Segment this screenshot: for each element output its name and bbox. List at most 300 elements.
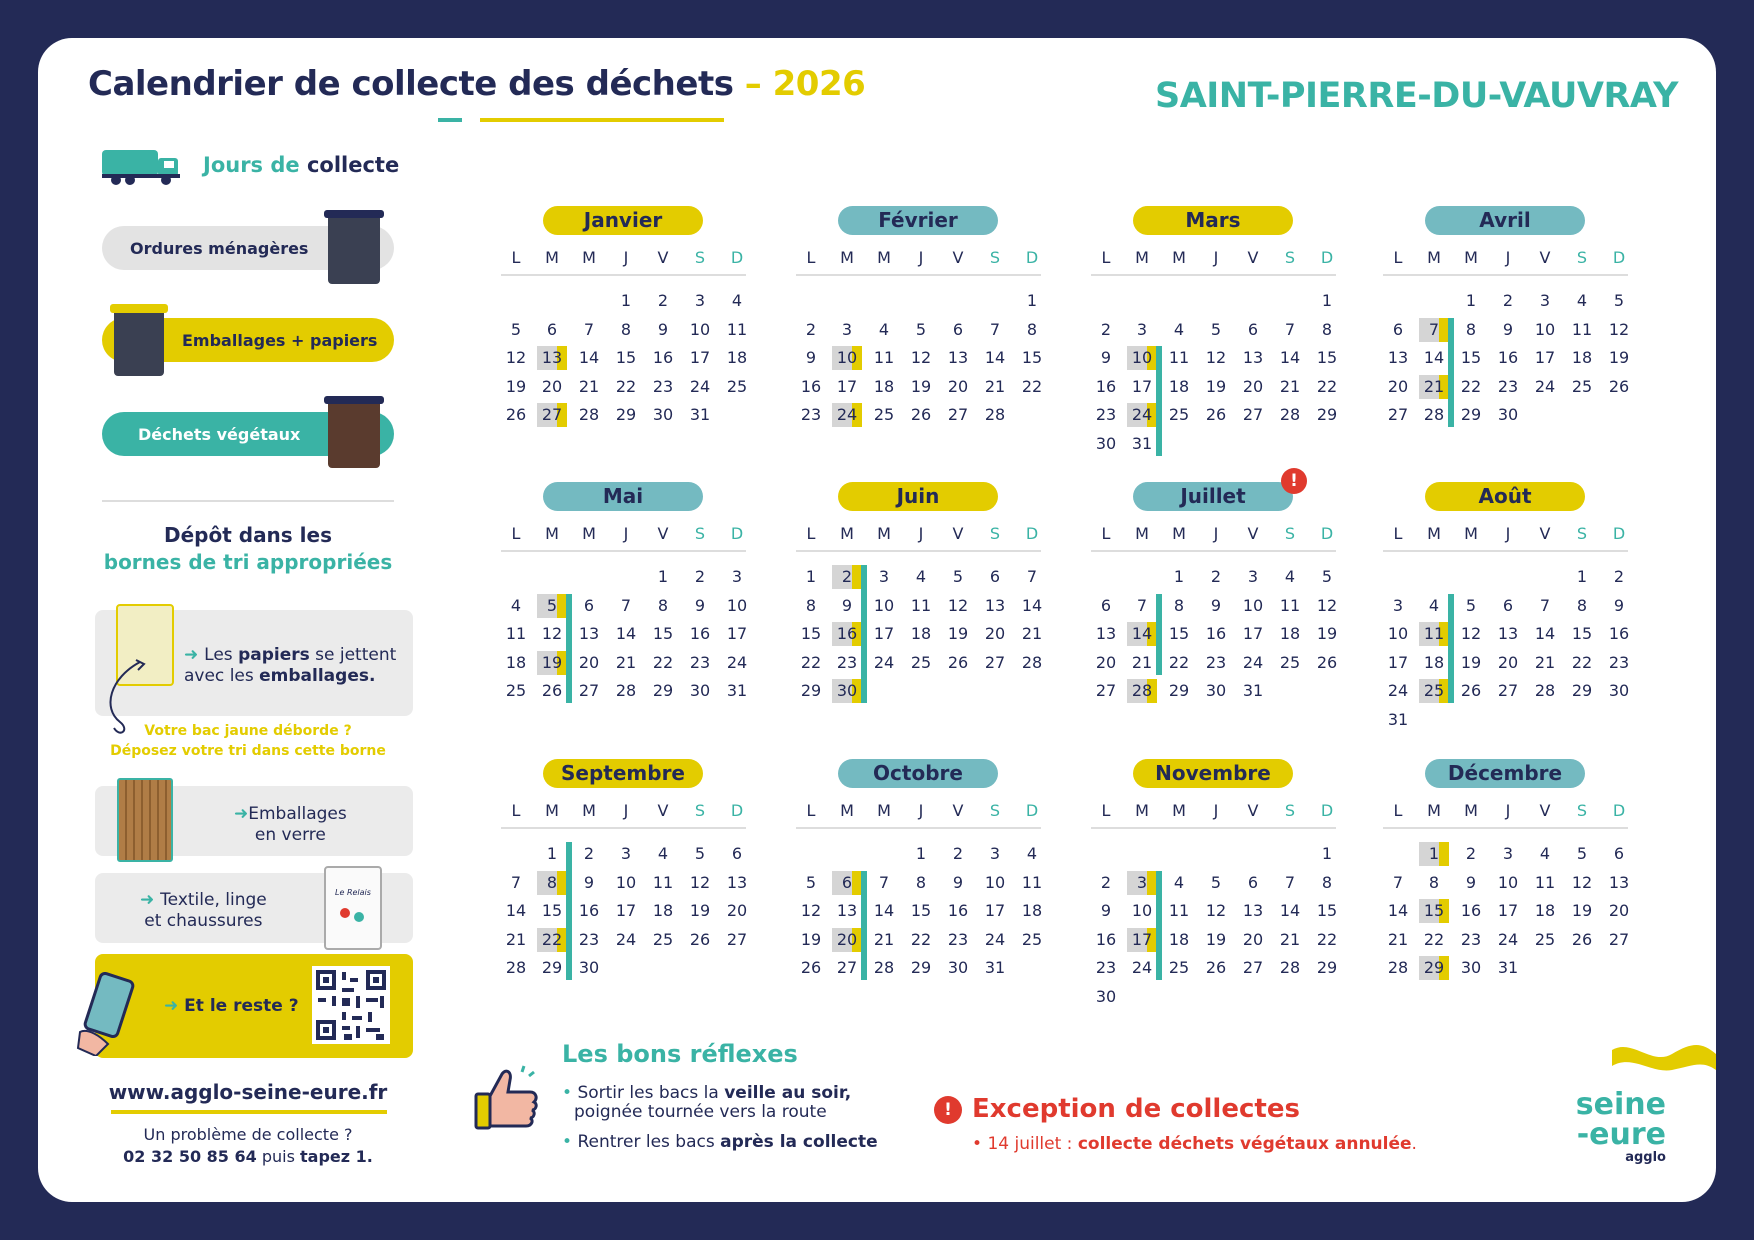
- weekday-header: D: [730, 248, 744, 267]
- day-cell: 6: [1247, 319, 1259, 339]
- weekday-header: D: [1025, 248, 1039, 267]
- day-cell: 27: [1608, 929, 1630, 949]
- month-octobre: [796, 759, 1043, 1029]
- day-cell: 13: [578, 624, 600, 643]
- header-rule: [1091, 550, 1336, 552]
- weekday-header: L: [1393, 801, 1403, 820]
- day-cell: 30: [947, 958, 969, 977]
- day-cell: 1: [657, 567, 669, 586]
- weekday-header: M: [545, 248, 559, 267]
- day-cell: 30: [1497, 405, 1519, 424]
- day-cell: 10: [873, 595, 895, 615]
- vegetaux-period-bar: [861, 871, 867, 981]
- day-cell: 7: [878, 872, 890, 892]
- day-cell: 8: [537, 871, 567, 895]
- day-cell: 2: [1210, 567, 1222, 586]
- day-cell: 5: [915, 319, 927, 339]
- day-cell: 8: [620, 319, 632, 339]
- day-cell: 12: [689, 872, 711, 892]
- day-cell: 17: [1127, 928, 1157, 952]
- day-cell: 26: [910, 405, 932, 424]
- weekday-header: M: [1464, 801, 1478, 820]
- day-cell: 19: [1205, 376, 1227, 396]
- day-cell: 21: [578, 376, 600, 396]
- day-cell: 4: [1173, 319, 1185, 339]
- day-cell: 28: [1021, 652, 1043, 672]
- day-cell: 29: [1571, 681, 1593, 700]
- day-cell: 28: [615, 681, 637, 700]
- bons-reflexes-title: Les bons réflexes: [562, 1040, 798, 1068]
- weekday-header: V: [952, 248, 964, 267]
- day-cell: 15: [1571, 624, 1593, 643]
- day-cell: 16: [578, 901, 600, 920]
- vegetaux-period-bar: [1156, 871, 1162, 981]
- day-cell: 25: [1279, 652, 1301, 672]
- month-title: Mai: [543, 482, 703, 511]
- qr-code[interactable]: [312, 966, 390, 1044]
- borne-verre-icon: [117, 778, 173, 862]
- day-cell: 27: [726, 929, 748, 949]
- day-cell: 31: [1242, 681, 1264, 700]
- day-cell: 3: [1127, 871, 1157, 895]
- day-cell: 12: [947, 595, 969, 615]
- day-cell: 20: [1242, 929, 1264, 949]
- day-cell: 31: [984, 958, 1006, 977]
- weekday-header: L: [1101, 524, 1111, 543]
- weekday-header: M: [1172, 524, 1186, 543]
- day-cell: 6: [1392, 319, 1404, 339]
- day-cell: 3: [1502, 844, 1514, 863]
- day-cell: 27: [1242, 405, 1264, 424]
- day-cell: 20: [726, 901, 748, 920]
- day-cell: 2: [1613, 567, 1625, 586]
- day-cell: 9: [657, 319, 669, 339]
- day-cell: 6: [1613, 844, 1625, 863]
- day-cell: 5: [1210, 319, 1222, 339]
- day-cell: 30: [1608, 681, 1630, 700]
- gray-bin-icon: [328, 210, 380, 284]
- day-cell: 24: [615, 929, 637, 949]
- day-cell: 18: [726, 348, 748, 367]
- day-cell: 27: [1497, 681, 1519, 700]
- day-cell: 8: [805, 595, 817, 615]
- day-cell: 22: [537, 928, 567, 952]
- day-cell: 27: [578, 681, 600, 700]
- day-cell: 4: [1539, 844, 1551, 863]
- day-cell: 6: [731, 844, 743, 863]
- day-cell: 27: [1387, 405, 1409, 424]
- weekday-header: J: [1505, 248, 1511, 267]
- day-cell: 9: [952, 872, 964, 892]
- day-cell: 11: [505, 624, 527, 643]
- header-rule: [501, 827, 746, 829]
- weekday-header: S: [694, 801, 706, 820]
- city-name: SAINT-PIERRE-DU-VAUVRAY: [1154, 76, 1678, 116]
- day-cell: 18: [1021, 901, 1043, 920]
- day-cell: 25: [1168, 405, 1190, 424]
- day-cell: 14: [1021, 595, 1043, 615]
- day-cell: 19: [1608, 348, 1630, 367]
- day-cell: 14: [984, 348, 1006, 367]
- seine-eure-logo: seine -eure agglo: [1575, 1087, 1666, 1165]
- day-cell: 4: [1428, 595, 1440, 615]
- weekday-header: J: [1213, 801, 1219, 820]
- day-cell: 13: [1095, 624, 1117, 643]
- day-cell: 8: [657, 595, 669, 615]
- month-title: Janvier: [543, 206, 703, 235]
- day-cell: 6: [546, 319, 558, 339]
- day-cell: 13: [1497, 624, 1519, 643]
- month-décembre: [1383, 759, 1630, 1029]
- day-cell: 7: [1284, 872, 1296, 892]
- day-cell: 22: [1168, 652, 1190, 672]
- weekday-header: M: [1172, 801, 1186, 820]
- day-cell: 19: [505, 376, 527, 396]
- day-cell: 7: [1539, 595, 1551, 615]
- day-cell: 21: [1131, 652, 1153, 672]
- day-cell: 24: [1387, 681, 1409, 700]
- weekday-header: V: [657, 801, 669, 820]
- day-cell: 18: [1423, 652, 1445, 672]
- day-cell: 29: [1316, 958, 1338, 977]
- weekday-header: J: [623, 801, 629, 820]
- day-cell: 23: [836, 652, 858, 672]
- day-cell: 28: [578, 405, 600, 424]
- day-cell: 28: [1279, 958, 1301, 977]
- day-cell: 31: [1497, 958, 1519, 977]
- day-cell: 30: [1460, 958, 1482, 977]
- weekday-header: D: [1025, 524, 1039, 543]
- day-cell: 17: [984, 901, 1006, 920]
- day-cell: 3: [878, 567, 890, 586]
- month-août: [1383, 482, 1630, 752]
- day-cell: 14: [1534, 624, 1556, 643]
- month-title: Août: [1425, 482, 1585, 511]
- day-cell: 28: [873, 958, 895, 977]
- day-cell: 16: [1095, 929, 1117, 949]
- header-rule: [1091, 274, 1336, 276]
- day-cell: 22: [615, 376, 637, 396]
- day-cell: 26: [1316, 652, 1338, 672]
- month-septembre: [501, 759, 748, 1029]
- day-cell: 8: [1026, 319, 1038, 339]
- day-cell: 24: [1497, 929, 1519, 949]
- day-cell: 30: [832, 679, 862, 703]
- day-cell: 2: [1465, 844, 1477, 863]
- weekday-header: M: [1427, 248, 1441, 267]
- borne-textile-label: Le Relais: [335, 888, 371, 897]
- day-cell: 28: [1387, 958, 1409, 977]
- day-cell: 18: [1168, 929, 1190, 949]
- month-mars: [1091, 206, 1338, 476]
- day-cell: 30: [689, 681, 711, 700]
- probleme-collecte: Un problème de collecte ? 02 32 50 85 64 puis tapez 1.: [88, 1124, 408, 1168]
- day-cell: 10: [832, 346, 862, 370]
- day-cell: 24: [873, 652, 895, 672]
- day-cell: 23: [1460, 929, 1482, 949]
- day-cell: 18: [652, 901, 674, 920]
- day-cell: 21: [1021, 624, 1043, 643]
- weekday-header: V: [1247, 248, 1259, 267]
- weekday-header: M: [840, 801, 854, 820]
- day-cell: 27: [1095, 681, 1117, 700]
- day-cell: 9: [805, 348, 817, 367]
- day-cell: 16: [652, 348, 674, 367]
- day-cell: 10: [1534, 319, 1556, 339]
- day-cell: 11: [1534, 872, 1556, 892]
- day-cell: 10: [726, 595, 748, 615]
- day-cell: 24: [726, 652, 748, 672]
- day-cell: 25: [1571, 376, 1593, 396]
- day-cell: 24: [1127, 403, 1157, 427]
- day-cell: 28: [1534, 681, 1556, 700]
- month-title: Juin: [838, 482, 998, 511]
- day-cell: 30: [1095, 986, 1117, 1006]
- day-cell: 3: [1539, 291, 1551, 310]
- day-cell: 12: [1316, 595, 1338, 615]
- weekday-header: D: [730, 801, 744, 820]
- day-cell: 14: [1423, 348, 1445, 367]
- day-cell: 31: [689, 405, 711, 424]
- day-cell: 23: [652, 376, 674, 396]
- day-cell: 17: [615, 901, 637, 920]
- day-cell: 18: [1279, 624, 1301, 643]
- papiers-text: ➜ Les papiers se jettent avec les emballages.: [184, 645, 397, 686]
- day-cell: 14: [1279, 348, 1301, 367]
- day-cell: 29: [615, 405, 637, 424]
- day-cell: 10: [1242, 595, 1264, 615]
- day-cell: 25: [652, 929, 674, 949]
- weekday-header: S: [1576, 248, 1588, 267]
- day-cell: 9: [1502, 319, 1514, 339]
- day-cell: 17: [1387, 652, 1409, 672]
- day-cell: 22: [910, 929, 932, 949]
- month-title: Juillet: [1133, 482, 1293, 511]
- calendar-card: [38, 38, 1716, 1202]
- day-cell: 26: [1571, 929, 1593, 949]
- day-cell: 4: [510, 595, 522, 615]
- day-cell: 29: [1419, 956, 1449, 980]
- day-cell: 22: [800, 652, 822, 672]
- weekday-header: D: [1320, 248, 1334, 267]
- weekday-header: V: [657, 248, 669, 267]
- day-cell: 9: [1100, 348, 1112, 367]
- day-cell: 10: [615, 872, 637, 892]
- day-cell: 9: [694, 595, 706, 615]
- day-cell: 7: [1026, 567, 1038, 586]
- day-cell: 15: [800, 624, 822, 643]
- day-cell: 11: [652, 872, 674, 892]
- day-cell: 12: [800, 901, 822, 920]
- day-cell: 5: [537, 594, 567, 618]
- weekday-header: M: [840, 248, 854, 267]
- day-cell: 23: [689, 652, 711, 672]
- day-cell: 1: [1173, 567, 1185, 586]
- month-title: Octobre: [838, 759, 998, 788]
- vegetaux-period-bar: [566, 842, 572, 980]
- exception-detail: • 14 juillet : collecte déchets végétaux annulée.: [972, 1134, 1417, 1154]
- day-cell: 25: [505, 681, 527, 700]
- day-cell: 17: [1131, 376, 1153, 396]
- month-mai: [501, 482, 748, 752]
- day-cell: 11: [873, 348, 895, 367]
- alert-icon: !: [1281, 468, 1307, 494]
- day-cell: 12: [1571, 872, 1593, 892]
- day-cell: 7: [583, 319, 595, 339]
- month-janvier: [501, 206, 748, 476]
- day-cell: 6: [832, 871, 862, 895]
- weekday-header: S: [989, 524, 1001, 543]
- day-cell: 19: [1316, 624, 1338, 643]
- day-cell: 14: [1127, 622, 1157, 646]
- day-cell: 1: [1419, 842, 1449, 866]
- day-cell: 11: [1168, 901, 1190, 920]
- weekday-header: M: [582, 524, 596, 543]
- day-cell: 16: [689, 624, 711, 643]
- month-novembre: [1091, 759, 1338, 1029]
- day-cell: 15: [615, 348, 637, 367]
- day-cell: 10: [1127, 346, 1157, 370]
- weekday-header: L: [1393, 524, 1403, 543]
- day-cell: 12: [1205, 348, 1227, 367]
- day-cell: 11: [726, 319, 748, 339]
- weekday-header: J: [918, 524, 924, 543]
- day-cell: 19: [947, 624, 969, 643]
- weekday-header: D: [1612, 248, 1626, 267]
- day-cell: 1: [1576, 567, 1588, 586]
- vegetaux-period-bar: [566, 594, 572, 704]
- day-cell: 19: [800, 929, 822, 949]
- day-cell: 8: [1465, 319, 1477, 339]
- day-cell: 30: [1205, 681, 1227, 700]
- page-title: Calendrier de collecte des déchets – 2026: [88, 64, 866, 104]
- day-cell: 29: [800, 681, 822, 700]
- day-cell: 25: [1168, 958, 1190, 977]
- day-cell: 7: [1419, 318, 1449, 342]
- day-cell: 22: [1021, 376, 1043, 396]
- weekday-header: J: [918, 248, 924, 267]
- day-cell: 4: [878, 319, 890, 339]
- day-cell: 13: [984, 595, 1006, 615]
- weekday-header: M: [877, 801, 891, 820]
- day-cell: 10: [1497, 872, 1519, 892]
- day-cell: 10: [1387, 624, 1409, 643]
- weekday-header: V: [1247, 801, 1259, 820]
- day-cell: 2: [832, 565, 862, 589]
- day-cell: 20: [1497, 652, 1519, 672]
- month-février: [796, 206, 1043, 476]
- day-cell: 8: [1321, 872, 1333, 892]
- day-cell: 21: [873, 929, 895, 949]
- verre-text: ➜Emballages en verre: [234, 804, 347, 845]
- day-cell: 26: [1608, 376, 1630, 396]
- day-cell: 9: [1210, 595, 1222, 615]
- day-cell: 23: [1497, 376, 1519, 396]
- day-cell: 1: [1465, 291, 1477, 310]
- weekday-header: V: [1539, 524, 1551, 543]
- month-title: Décembre: [1425, 759, 1585, 788]
- brown-bin-icon: [328, 396, 380, 468]
- weekday-header: J: [1505, 524, 1511, 543]
- weekday-header: M: [1464, 524, 1478, 543]
- weekday-header: S: [694, 248, 706, 267]
- day-cell: 16: [800, 376, 822, 396]
- depot-heading: [88, 522, 408, 576]
- day-cell: 13: [1608, 872, 1630, 892]
- day-cell: 26: [1205, 958, 1227, 977]
- legend-emballages-label: Emballages + papiers: [182, 330, 378, 350]
- weekday-header: L: [511, 248, 521, 267]
- day-cell: 2: [657, 291, 669, 310]
- weekday-header: L: [1101, 248, 1111, 267]
- thumbs-up-icon: [472, 1064, 542, 1134]
- day-cell: 9: [1100, 901, 1112, 920]
- day-cell: 19: [1571, 901, 1593, 920]
- day-cell: 1: [546, 844, 558, 863]
- weekday-header: J: [1213, 248, 1219, 267]
- day-cell: 12: [910, 348, 932, 367]
- day-cell: 20: [984, 624, 1006, 643]
- day-cell: 14: [615, 624, 637, 643]
- day-cell: 29: [652, 681, 674, 700]
- day-cell: 21: [984, 376, 1006, 396]
- sidebar-divider: [102, 500, 394, 502]
- weekday-header: M: [1135, 801, 1149, 820]
- day-cell: 24: [1534, 376, 1556, 396]
- day-cell: 1: [915, 844, 927, 863]
- day-cell: 2: [805, 319, 817, 339]
- day-cell: 9: [1613, 595, 1625, 615]
- day-cell: 3: [731, 567, 743, 586]
- day-cell: 29: [1460, 405, 1482, 424]
- weekday-header: M: [1427, 801, 1441, 820]
- day-cell: 2: [1100, 319, 1112, 339]
- website-link[interactable]: www.agglo-seine-eure.fr: [108, 1080, 388, 1104]
- borne-textile-icon: [324, 866, 382, 950]
- phone-number[interactable]: 02 32 50 85 64: [123, 1147, 257, 1166]
- day-cell: 13: [1242, 901, 1264, 920]
- weekday-header: V: [1539, 801, 1551, 820]
- title-underline-yellow: [480, 118, 724, 122]
- day-cell: 19: [537, 651, 567, 675]
- day-cell: 24: [984, 929, 1006, 949]
- day-cell: 21: [1419, 375, 1449, 399]
- day-cell: 10: [1131, 901, 1153, 920]
- day-cell: 12: [1460, 624, 1482, 643]
- day-cell: 4: [657, 844, 669, 863]
- day-cell: 22: [1316, 929, 1338, 949]
- weekday-header: L: [511, 801, 521, 820]
- day-cell: 19: [1460, 652, 1482, 672]
- weekday-header: M: [1427, 524, 1441, 543]
- day-cell: 26: [947, 652, 969, 672]
- vegetaux-period-bar: [1448, 594, 1454, 704]
- deborde-line1: Votre bac jaune déborde ?: [144, 723, 352, 739]
- title-underline-teal: [438, 118, 462, 122]
- day-cell: 10: [689, 319, 711, 339]
- weekday-header: S: [1576, 801, 1588, 820]
- day-cell: 17: [836, 376, 858, 396]
- smartphone-hand-icon: [74, 972, 144, 1056]
- day-cell: 4: [915, 567, 927, 586]
- weekday-header: M: [582, 248, 596, 267]
- day-cell: 18: [1534, 901, 1556, 920]
- day-cell: 3: [1392, 595, 1404, 615]
- day-cell: 4: [1284, 567, 1296, 586]
- day-cell: 25: [1021, 929, 1043, 949]
- weekday-header: V: [1539, 248, 1551, 267]
- day-cell: 21: [1279, 929, 1301, 949]
